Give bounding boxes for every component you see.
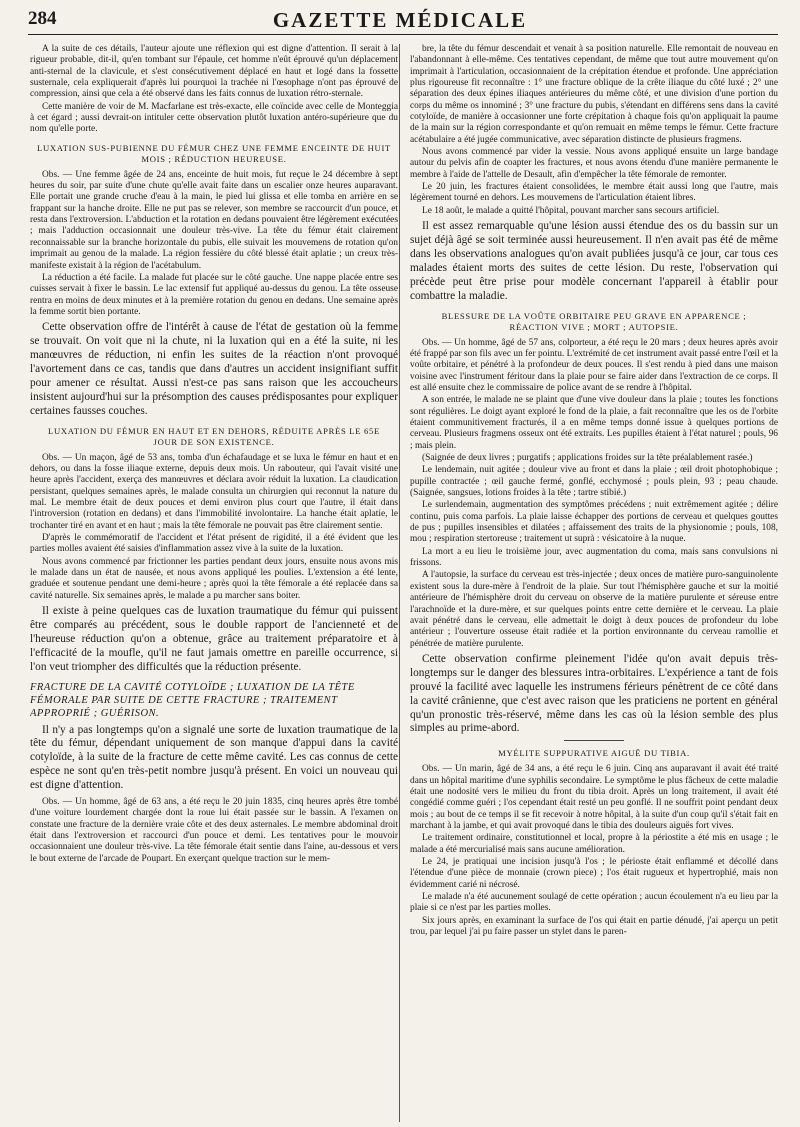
paragraph: Le lendemain, nuit agitée ; douleur vive au front et dans la plaie ; œil droit photophobique ; pupille contractée ; œil gauche fermé, gonflé, ecchymosé ; pouls plein, 93 ; peau chaude. (Saignée, sangsues, lotions froides à la tête ; tartre stibié.): [410, 465, 778, 499]
paragraph: Nous avons commencé par vider la vessie. Nous avons appliqué ensuite un large bandage autour du pelvis afin de coapter les fractures, et nous avons étendu d'une manière permanente le membre à l'aide de l'attelle de Desault, afin d'empêcher la tête fémorale de remonter.: [410, 147, 778, 180]
paragraph: A son entrée, le malade ne se plaint que d'une vive douleur dans la plaie ; toutes les fonctions sont régulières. Le doigt ayant exploré le fond de la plaie, a fait reconnaître que les os de l'orbite étaient communitivement fracturés, il a en même temps donné issue à quelques portions de cerveau. Plusieurs fragmens osseux ont été extraits. Les pupilles étaient à l'état naturel ; pouls, 96 ; mais plein.: [410, 395, 778, 451]
paragraph: Obs. — Une femme âgée de 24 ans, enceinte de huit mois, fut reçue le 24 décembre à sept heures du soir, par suite d'une chute qu'elle avait faite dans un escalier onze heures auparavant. Elle portait une grande cruche d'eau à la main, le pied lui glissa et elle tomba en arrière en se frappant sur la hanche droite. Elle ne put pas se relever, son membre se raccourcit d'un pouce, et resta dans l'extroversion. L'abduction et la rotation en dedans pouvaient être légèrement exécutées ; mais l'adduction occasionnait une douleur très-vive. La tête du fémur était clairement reconnaissable sur la branche horizontale du pubis, elle suivait les mouvemens de rotation qu'on imprimait au genou de la malade. La région fessière du côté blessé était aplatie ; un creux très-manifeste existait à la région de l'acétabulum.: [30, 169, 398, 271]
paragraph: A l'autopsie, la surface du cerveau est très-injectée ; deux onces de matière puro-sanguinolente existent sous la dure-mère à l'endroit de la plaie. Sur tout l'hémisphère gauche et sur la moitié antérieure de l'hémisphère droit du cerveau on observe de la matière purulente et séreuse entre l'arachnoïde et la dure-mère, et sur quelques points entre cette dernière et le cerveau. La plaie avait pénétré dans le cerveau, elle admettait le doigt à deux pouces de profondeur du lobe antérieur ; l'ouverture osseuse était radiée et la portion environnante du cerveau ramollie et pénétrée de matière purulente.: [410, 570, 778, 649]
paragraph: Le traitement ordinaire, constitutionnel et local, propre à la périostite a été mis en usage ; le malade a été mercurialisé mais sans aucune amélioration.: [410, 833, 778, 855]
paragraph: Le 18 août, le malade a quitté l'hôpital, pouvant marcher sans secours artificiel.: [422, 205, 720, 216]
page-header: [0, 0, 800, 30]
paragraph: Obs. — Un marin, âgé de 34 ans, a été reçu le 6 juin. Cinq ans auparavant il avait été traité dans un hôpital maritime d'une syphilis secondaire. Le symptôme le plus fâcheux de cette maladie était une nodosité vers le milieu du front du tibia droit. Après un long traitement, il avait été congédié comme guéri ; l'os cependant était resté un peu gonflé. Il ne souffrit point pendant deux mois ; au bout de ce temps il se fit recevoir à notre hôpital, à la suite d'un coup qu'il s'était fait en marchant à la jambe, et qui avait provoqué dans le tibia des douleurs aiguës fort vives.: [410, 764, 778, 832]
paragraph: Obs. — Un homme, âgé de 63 ans, a été reçu le 20 juin 1835, cinq heures après être tombé d'une voiture lourdement chargée dont la roue lui était passée sur le bassin. A l'examen on constate une fracture de la dernière vraie côte et des deux asternales. Le membre abdominal droit était dans l'extroversion et raccourci d'un pouce et demi. Les tentatives pour le mouvoir occasionnaient une douleur très-vive. La tête fémorale était sentie dans l'aine, au-dessous et vers le bout externe de l'arcade de Poupart. En exerçant quelque traction sur le mem-: [30, 797, 398, 864]
paragraph: Obs. — Un maçon, âgé de 53 ans, tomba d'un échafaudage et se luxa le fémur en haut et en dehors, ou dans la fosse iliaque externe, depuis deux mois. Un rabouteur, qui l'avait visité une heure après l'accident, exerça des manœuvres et déclara avoir réduit la luxation. La claudication persistant, quelques semaines après, le malade consulta un chirurgien qui reconnut la nature du mal. Le membre était de deux pouces et demi environ plus court que l'autre, il était dans l'introversion (rotation en dedans) et dans l'immobilité involontaire. La hanche était aplatie, le trochanter tiré en avant et en haut ; mais la tête fémorale ne pouvait pas être clairement sentie.: [30, 452, 398, 531]
right-column: [410, 44, 778, 1122]
paragraph: Nous avons commencé par frictionner les parties pendant deux jours, ensuite nous avons mis le malade dans un état de nausée, et nous avons appliqué les poulies. L'extension a été lente, graduée et soutenue pendant une demi-heure ; après quoi la tête fémorale a été replacée dans sa cavité naturelle. Six semaines après, le malade a pu marcher sans boiter.: [30, 556, 398, 601]
paragraph: Cette manière de voir de M. Macfarlane est très-exacte, elle coïncide avec celle de Monteggia à cet égard ; aussi devrait-on intituler cette observation plutôt luxation antéro-supérieure que du nom qu'elle porte.: [30, 101, 398, 135]
paragraph: bre, la tête du fémur descendait et venait à sa position naturelle. Elle remontait de nouveau en l'abandonnant à elle-même. Ces tentatives cependant, de même que tout autre mouvement qu'on imprimait à l'articulation, occasionnaient de la crépitation étendue et profonde. Une appréciation plus rigoureuse fit reconnaître : 1° une fracture oblique de la crête iliaque du côté luxé ; 2° une séparation des deux épines iliaques antérieures du même côté, et une division d'une portion du corps du même os innominé ; 3° une fracture du pubis, s'étendant en différens sens dans la cavité cotyloïde, de manière à occasionner une forte crépitation à chaque fois qu'on appliquait la paume de la main sur la région correspondante et qu'on remuait en même temps le fémur. Cette fracture acétabulaire a été jugée communicative, avec séparation distincte de plusieurs fragmens.: [410, 44, 778, 145]
paragraph: La mort a eu lieu le troisième jour, avec augmentation du coma, mais sans convulsions ni frissons.: [410, 546, 778, 569]
commentary-paragraph: Il existe à peine quelques cas de luxation traumatique du fémur qui puissent être comparés au précédent, sous le double rapport de l'ancienneté et de l'heureuse réduction qu'on a obtenue, grâce au traitement préparatoire et à l'efficacité de la moufle, qu'il ne faut jamais omettre en pareille occurrence, si l'on veut triompher des difficultés que la réduction présente.: [30, 605, 398, 673]
paragraph: Le malade n'a été aucunement soulagé de cette opération ; aucun écoulement n'a eu lieu par la plaie si ce n'est par les parties molles.: [410, 892, 778, 914]
journal-masthead: GAZETTE MÉDICALE: [272, 8, 528, 32]
section-title: LUXATION DU FÉMUR EN HAUT ET EN DEHORS, RÉDUITE APRÈS LE 65E JOUR DE SON EXISTENCE.: [48, 425, 380, 447]
page-number: 284: [28, 8, 57, 29]
commentary-paragraph: Cette observation confirme pleinement l'idée qu'on avait depuis très-longtemps sur le danger des blessures intra-orbitaires. L'expérience a tant de fois prouvé la facilité avec laquelle les instrumens férieurs pénètrent de ce côté dans la cavité crânienne, que c'est avec raison que les praticiens ne portent en général qu'un pronostic très-réservé, même dans les cas où la lésion semble des plus simples au prime-abord.: [410, 652, 778, 735]
commentary-paragraph: Cette observation offre de l'intérêt à cause de l'état de gestation où la femme se trouvait. On voit que ni la chute, ni la luxation qui en a été la suite, ni les manœuvres de réduction, ni enfin les suites de la réaction n'ont provoqué l'avortement dans ce cas, tandis que dans d'autres un accident insignifiant suffit pour amener ce résultat. Aussi n'est-ce pas sans raison que les accoucheurs insistent aujourd'hui sur la présomption des causes prédisposantes pour expliquer certaines fausses couches.: [30, 321, 398, 417]
section-title: FRACTURE DE LA CAVITÉ COTYLOÏDE ; LUXATION DE LA TÊTE FÉMORALE PAR SUITE DE CETTE FRACTURE ; TRAITEMENT APPROPRIÉ ; GUÉRISON.: [30, 681, 355, 719]
paragraph: Obs. — Un homme, âgé de 57 ans, colporteur, a été reçu le 20 mars ; deux heures après avoir été frappé par son fils avec un fer pointu. L'extrémité de cet instrument avait passé entre l'œil et la voûte orbitaire, et pénétré à la profondeur de deux pouces. Il s'est rendu à pied dans une maison voisine avec l'instrument féritour dans la plaie pour se faire aider dans l'extraction de ce corps. Il est allé ensuite chez le commissaire de police avant de se rendre à l'hôpital.: [410, 337, 778, 393]
commentary-paragraph: Il est assez remarquable qu'une lésion aussi étendue des os du bassin sur un sujet déjà âgé se soit terminée aussi heureusement. Il n'en avait pas été de même dans les observations analogues qu'on avait publiées jusqu'à ce jour, car tous ces malades étaient morts des suites de cette lésion. Du reste, l'observation qui précède peut être prise pour modèle concernant l'appareil à établir pour combattre la maladie.: [410, 220, 778, 302]
paragraph: A la suite de ces détails, l'auteur ajoute une réflexion qui est digne d'attention. Il serait à la rigueur probable, dit-il, qu'en tombant sur l'épaule, cet homme n'eût éprouvé qu'un déplacement anti-sternal de la clavicule, et s'est consécutivement déplacé en haut et logé dans la fossette susternale, cela expliquerait d'après lui pourquoi la trachée ni l'œsophage n'ont pas éprouvé de compression, ainsi que cela a été observé dans les faits connus de luxation rétro-sternale.: [30, 44, 398, 100]
header-rule: [28, 34, 778, 35]
left-column: [30, 44, 398, 1122]
paragraph: Le 20 juin, les fractures étaient consolidées, le membre était aussi long que l'autre, mais légèrement tourné en dehors. Les mouvemens de l'articulation étaient libres.: [410, 182, 778, 204]
paragraph: Le surlendemain, augmentation des symptômes précédens ; nuit extrêmement agitée ; délire continu, puis coma parfois. La plaie laisse échapper des portions de cerveau et quelques gouttes de pus ; pupilles insensibles et dilatées ; affaissement des traits de la physionomie ; pouls, 108, mou ; respiration stertoreuse ; traitement ut suprà : vésicatoire à la nuque.: [410, 500, 778, 545]
separator-rule: [564, 740, 624, 741]
paragraph: La réduction a été facile. La malade fut placée sur le côté gauche. Une nappe placée entre ses cuisses servait à fixer le bassin. Le lac extensif fut appliqué au-dessus du genou. La tête osseuse rentra en moins de deux minutes et à la première rotation du genou en dedans. Une semaine après la femme sortit bien portante.: [30, 272, 398, 317]
column-divider: [399, 44, 400, 1122]
paragraph: Le 24, je pratiquai une incision jusqu'à l'os ; le périoste était enflammé et décollé dans l'étendue d'une pièce de monnaie (crown piece) ; l'os était rugueux et hypertrophié, mais non évidemment carié ni nécrosé.: [410, 857, 778, 890]
section-title: BLESSURE DE LA VOÛTE ORBITAIRE PEU GRAVE EN APPARENCE ; RÉACTION VIVE ; MORT ; AUTOPSIE.: [441, 310, 747, 332]
commentary-paragraph: Il n'y a pas longtemps qu'on a signalé une sorte de luxation traumatique de la tête du fémur, dépendant uniquement de son manque d'appui dans la cavité cotyloïde, à la suite de la fracture de cette même cavité. Les cas connus de cette espèce ne sont qu'en très-petit nombre jusqu'à présent. En voici un nouveau qui est digne d'attention.: [30, 723, 398, 792]
section-title: LUXATION SUS-PUBIENNE DU FÉMUR CHEZ UNE FEMME ENCEINTE DE HUIT MOIS ; RÉDUCTION HEUREUSE.: [37, 142, 391, 164]
paragraph: D'après le commémoratif de l'accident et l'état présent de rigidité, il a été évident que les parties molles avaient été saisies d'inflammation assez vive à la suite de la luxation.: [30, 532, 398, 555]
section-title: MYÉLITE SUPPURATIVE AIGUË DU TIBIA.: [498, 748, 690, 759]
paragraph: (Saignée de deux livres ; purgatifs ; applications froides sur la tête préalablement rasée.): [422, 453, 753, 464]
paragraph: Six jours après, en examinant la surface de l'os qui était en partie dénudé, j'ai aperçu un petit trou, par lequel j'ai pu faire passer un stylet dans le paren-: [410, 915, 778, 938]
